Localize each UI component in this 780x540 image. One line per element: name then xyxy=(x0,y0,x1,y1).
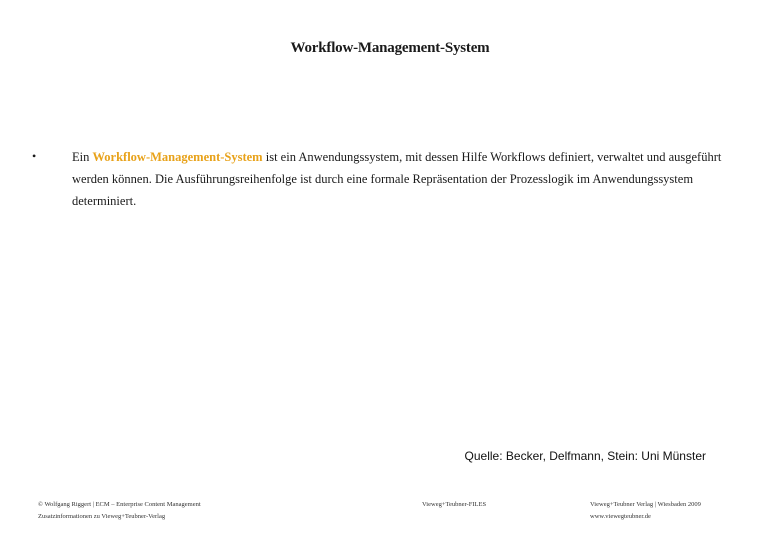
footer-website: www.viewegteubner.de xyxy=(590,513,651,520)
slide-title: Workflow-Management-System xyxy=(290,40,490,56)
footer-publisher: Vieweg+Teubner Verlag | Wiesbaden 2009 xyxy=(590,501,701,508)
source-citation: Quelle: Becker, Delfmann, Stein: Uni Münster xyxy=(464,449,706,463)
bullet-text xyxy=(72,146,744,212)
footer-right xyxy=(590,499,701,523)
bullet-body: ist ein Anwendungssystem, mit dessen Hilfe Workflows definiert, verwaltet und ausgeführt werden können. Die Ausführungsreihenfolge ist durch eine formale Repräsentation der Prozesslogik im Anwendungssystem determiniert. xyxy=(72,150,722,208)
footer-files: Vieweg+Teubner-FILES xyxy=(422,501,487,508)
bullet-marker: • xyxy=(32,149,37,163)
footer-center xyxy=(422,499,486,511)
footer-additional-info: Zusatzinformationen zu Vieweg+Teubner-Verlag xyxy=(38,513,166,520)
highlighted-term: Workflow-Management-System xyxy=(92,150,263,164)
bullet-prefix: Ein xyxy=(72,150,93,164)
bullet-item xyxy=(32,146,744,212)
footer-left xyxy=(38,499,201,523)
footer-copyright: © Wolfgang Riggert | ECM – Enterprise Content Management xyxy=(38,501,201,508)
slide-content xyxy=(32,146,744,212)
